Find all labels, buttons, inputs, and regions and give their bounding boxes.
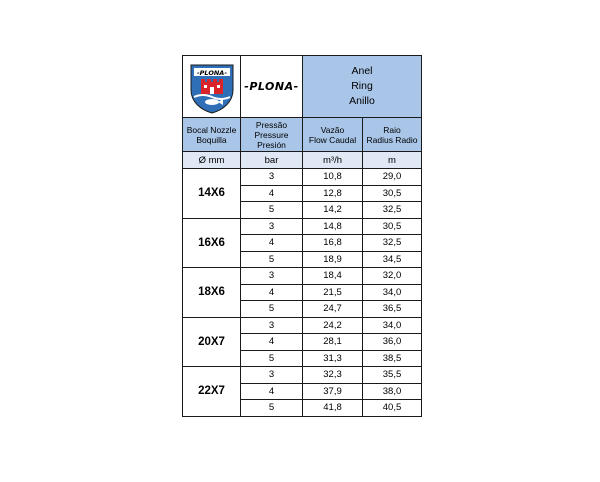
header-radius xyxy=(363,118,421,151)
pressure-cell: 3 xyxy=(241,367,303,383)
svg-text:-PLONA-: -PLONA- xyxy=(196,68,227,77)
nozzle-group-rows xyxy=(241,169,421,218)
radius-cell: 32,5 xyxy=(382,237,402,249)
flow-cell: 12,8 xyxy=(303,186,363,202)
flow-cell: 14,2 xyxy=(303,202,363,218)
flow-cell: 18,9 xyxy=(303,252,363,268)
table-row xyxy=(241,252,421,268)
plona-crest-logo xyxy=(187,60,237,114)
radius-cell: 34,0 xyxy=(382,319,402,331)
unit-pressure: bar xyxy=(241,152,303,168)
nozzle-group-rows xyxy=(241,219,421,268)
column-header-row xyxy=(183,118,421,152)
nozzle-size: 18X6 xyxy=(183,268,241,317)
pressure-cell: 5 xyxy=(241,252,303,268)
title-line-en: Ring xyxy=(351,80,373,92)
nozzle-group-rows xyxy=(241,268,421,317)
flow-cell: 32,3 xyxy=(303,367,363,383)
pressure-cell: 4 xyxy=(241,334,303,350)
pressure-cell: 5 xyxy=(241,351,303,367)
header-flow xyxy=(303,118,363,151)
nozzle-group xyxy=(183,318,421,368)
pressure-cell: 3 xyxy=(241,318,303,334)
table-row xyxy=(241,384,421,401)
table-row xyxy=(241,202,421,218)
table-row xyxy=(241,219,421,236)
pressure-cell: 3 xyxy=(241,169,303,185)
table-row xyxy=(241,334,421,351)
brand-cell xyxy=(241,56,303,117)
unit-radius: m xyxy=(388,154,396,166)
pressure-cell: 4 xyxy=(241,235,303,251)
radius-cell: 30,5 xyxy=(382,187,402,199)
nozzle-size: 16X6 xyxy=(183,219,241,268)
radius-cell: 29,0 xyxy=(382,171,402,183)
unit-nozzle: Ø mm xyxy=(183,152,241,168)
nozzle-size: 14X6 xyxy=(183,169,241,218)
nozzle-group-rows xyxy=(241,318,421,367)
table-title-row xyxy=(183,56,421,118)
header-pressure-line: Pressão xyxy=(255,119,288,130)
pressure-cell: 3 xyxy=(241,268,303,284)
header-nozzle-line: Bocal Nozzle xyxy=(186,124,237,135)
nozzle-size: 20X7 xyxy=(183,318,241,367)
radius-cell: 36,0 xyxy=(382,336,402,348)
radius-cell: 32,5 xyxy=(382,204,402,216)
nozzle-group xyxy=(183,219,421,269)
nozzle-group xyxy=(183,169,421,219)
header-flow-line: Vazão xyxy=(320,124,345,135)
header-pressure xyxy=(241,118,303,151)
header-radius-line: Raio xyxy=(383,124,401,135)
unit-flow: m³/h xyxy=(303,152,363,168)
pressure-cell: 5 xyxy=(241,202,303,218)
table-row xyxy=(241,169,421,186)
flow-cell: 24,2 xyxy=(303,318,363,334)
nozzle-group xyxy=(183,268,421,318)
header-nozzle-line: Boquilla xyxy=(196,134,227,145)
flow-cell: 18,4 xyxy=(303,268,363,284)
title-line-es: Anillo xyxy=(349,95,375,107)
flow-cell: 16,8 xyxy=(303,235,363,251)
flow-cell: 14,8 xyxy=(303,219,363,235)
flow-cell: 41,8 xyxy=(303,400,363,416)
flow-cell: 37,9 xyxy=(303,384,363,400)
header-nozzle xyxy=(183,118,241,151)
pressure-cell: 4 xyxy=(241,285,303,301)
flow-cell: 28,1 xyxy=(303,334,363,350)
flow-cell: 31,3 xyxy=(303,351,363,367)
title-line-pt: Anel xyxy=(351,65,373,77)
nozzle-size: 22X7 xyxy=(183,367,241,416)
table-row xyxy=(241,235,421,252)
flow-cell: 24,7 xyxy=(303,301,363,317)
radius-cell: 34,5 xyxy=(382,253,402,265)
table-row xyxy=(241,351,421,367)
radius-cell: 32,0 xyxy=(382,270,402,282)
table-row xyxy=(241,268,421,285)
header-pressure-line: Pressure xyxy=(254,129,289,140)
pressure-cell: 4 xyxy=(241,384,303,400)
radius-cell: 38,5 xyxy=(382,352,402,364)
nozzle-group xyxy=(183,367,421,416)
crest-cell xyxy=(183,56,241,117)
pressure-cell: 4 xyxy=(241,186,303,202)
table-row xyxy=(241,301,421,317)
pressure-cell: 5 xyxy=(241,301,303,317)
radius-cell: 35,5 xyxy=(382,369,402,381)
pressure-cell: 3 xyxy=(241,219,303,235)
spec-table xyxy=(182,55,422,417)
table-row xyxy=(241,367,421,384)
table-body xyxy=(183,169,421,416)
brand-name: -PLONA- xyxy=(244,80,299,93)
radius-cell: 36,5 xyxy=(382,303,402,315)
flow-cell: 10,8 xyxy=(303,169,363,185)
header-radius-line: Radius Radio xyxy=(366,134,418,145)
radius-cell: 40,5 xyxy=(382,402,402,414)
flow-cell: 21,5 xyxy=(303,285,363,301)
header-flow-line: Flow Caudal xyxy=(308,134,357,145)
pressure-cell: 5 xyxy=(241,400,303,416)
radius-cell: 38,0 xyxy=(382,385,402,397)
nozzle-group-rows xyxy=(241,367,421,416)
table-row xyxy=(241,285,421,302)
header-pressure-line: Presión xyxy=(257,139,286,150)
radius-cell: 30,5 xyxy=(382,220,402,232)
table-row xyxy=(241,186,421,203)
product-title xyxy=(303,56,421,117)
units-row xyxy=(183,152,421,169)
table-row xyxy=(241,400,421,416)
table-row xyxy=(241,318,421,335)
radius-cell: 34,0 xyxy=(382,286,402,298)
